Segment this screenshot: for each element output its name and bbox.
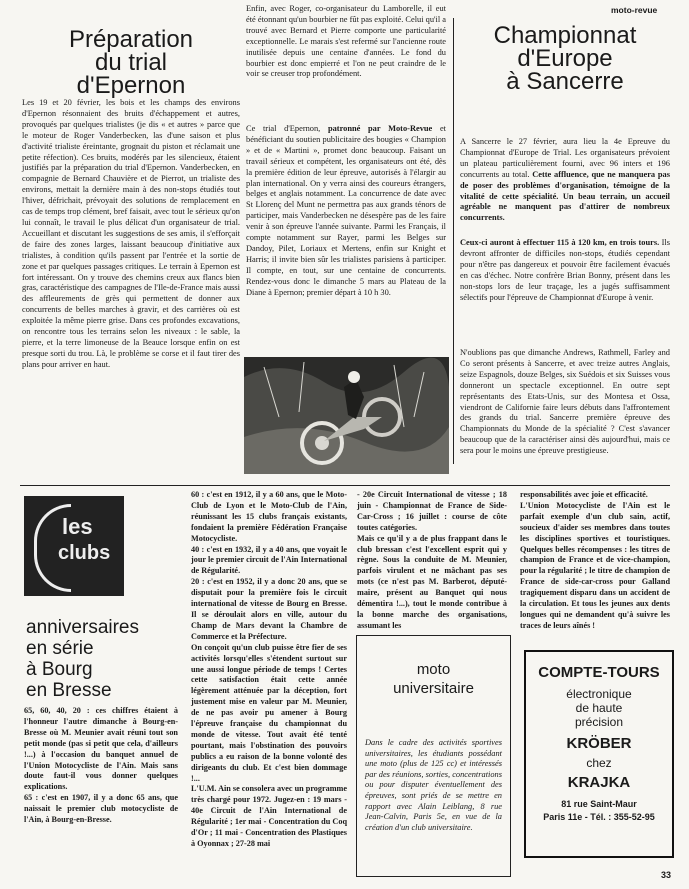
article2-p1 — [460, 137, 670, 243]
page-number: 33 — [661, 870, 672, 880]
moto-univ-title — [357, 660, 510, 698]
advert-addr2: Paris 11e - Tél. : 355-52-95 — [543, 812, 655, 822]
clubs-logo-line1: les — [62, 514, 93, 539]
trial-motorcycle-photo — [244, 357, 449, 474]
article2-p3: N'oublions pas que dimanche Andrews, Rathmell, Farley and Co seront présents à Sancerre, et avec treize autres Anglais, seize Espagnols, douze Belges, six Suédois et six Suisses vous donneront un spectacle exceptionnel. En outre sept représentants des Etats-Unis, sur des Montesa et Ossa, viendront de Californie faire leurs débuts dans l'affrontement des grands du trial. Sancerre première épreuve des Championnats du Monde de la spécialité ? C'est s'avancer beaucoup que de la caractériser ainsi dès aujourd'hui, mais ce sera pour le moins une épreuve prestigieuse. — [460, 348, 670, 456]
clubs-col1: 65, 60, 40, 20 : ces chiffres étaient à l'honneur l'autre dimanche à Bourg-en-Bresse où M. Meunier avait réuni tout son petit monde (pas si petit que cela, d'ailleurs !...) à l'occasion du banquet annuel de l'Union Motocycliste de l'Ain. Mais sans doute faut-il vous donner quelques explications. 65 : c'est en 1907, il y a donc 65 ans, que naissait le premier club motocycliste de l'Ain, à Bourg-en-Bresse. — [24, 706, 178, 825]
advert-line2: de haute — [575, 701, 623, 715]
clubs-title-line: à Bourg — [26, 659, 93, 680]
advert-brand1: KRÖBER — [566, 735, 632, 752]
article2-title-line: d'Europe — [517, 45, 613, 72]
article2-p1-emph: Cette affluence, que ne manquera pas de poser des problèmes d'organisation, témoigne de la vitalité de cette spécialité. Un beau terrain, un accueil agréable ne manquent pas d'attirer de nombreux concurrents. — [460, 169, 670, 223]
advert-line3: précision — [574, 715, 624, 729]
article2-title-line: à Sancerre — [506, 68, 624, 95]
section-divider — [20, 485, 670, 486]
clubs-title — [26, 617, 176, 701]
article1-col2-b-lead: Ce trial d'Epernon, — [246, 124, 328, 133]
column-divider — [453, 18, 454, 464]
article1-col1: Les 19 et 20 février, les bois et les champs des environs d'Epernon résonnaient des bruits d'échappement et autres, provoqués par quelques trialistes (je dis « et autres » parce que le moteur de Roger Vanderbecken, las d'une saison et plus d'activité trialiste éreintante, grognait du piston et réclamait une petite réfection). Ces bruits, modérés par les silencieux, étaient justifiés par la préparation du trial d'Epernon. Vanderbecken, en compagnie de Bernard Chauvière et de Pierrot, un trialiste des environs, mettait la dernière main à des non-stops étudiés tout l'hiver, défrichait, prévoyait des solutions de remplacement en cas de temps trop clément, bref faisait, avec tout le sérieux qu'on lui connaît, le travail le plus délicat d'un organisateur de trial. Accueillant et discutant les suggestions de ses amis, il s'efforçait de faire des zones larges, laissant beaucoup d'initiative aux trialistes, à condition qu'ils passent par l'entrée et la sortie de zone et par quelques passages critiques. Le terrain à Epernon est fort intéressant. On y trouve des chemins creux aux flancs bien gras, caractéristique des campagnes de l'Ile-de-France mais aussi des affleurements de grès qui permettent de donner aux concurrents de belles marches à gravir, et des carrières où est exploitée la même pierre grise. Dans ces profondes excavations, on rencontre tous les terrains selon les niveaux : le sable, la pierre, et la terre limoneuse de la Beauce lorsque enfin on est presque sorti du trou. Là, le problème se corse et il faut tirer des plans pour arriver en haut. — [22, 98, 240, 369]
article1-col2-b — [246, 124, 446, 356]
clubs-col2: 60 : c'est en 1912, il y a 60 ans, que le Moto-Club de Lyon et le Moto-Club de l'Ain, réunissant les 15 clubs français existants, fondaient la première Fédération Française Motocycliste. 40 : c'est en 1932, il y a 40 ans, que voyait le jour le premier circuit de l'Ain International de Régularité. 20 : c'est en 1952, il y a donc 20 ans, que se disputait pour la première fois le circuit international de vitesse de Bourg en Bresse. Il se déroulait alors en ville, autour du Champ de Mars devant la Chambre de Commerce et la Préfecture. On conçoit qu'un club puisse être fier de ses activités lorsqu'elles s'étendent surtout sur une aussi longue période de temps ! Certes cette satisfaction était cette année légèrement atténuée par la déception, fort justement mise en valeur par M. Meunier, de ne pas avoir pu amener à Bourg l'épreuve française du championnat du monde de vitesse. Tout avait été tenté pourtant, mais l'obstination des pouvoirs publics a eu raison de la bonne volonté des dirigeants du club. Et c'est bien dommage !... L'U.M. Ain se consolera avec un programme très chargé pour 1972. Jugez-en : 19 mars - 40e Circuit de l'Ain International de Régularité ; 1er mai - Concentration du Coq d'Or ; 11 mai - Concentration des Plastiques à Oyonnax ; 27-28 mai — [191, 490, 347, 848]
clubs-col3: - 20e Circuit International de vitesse ; 18 juin - Championnat de France de Side-Car-Cross ; 16 juillet : course de côte toutes catégories. Mais ce qu'il y a de plus frappant dans le club bressan c'est l'excellent esprit qui y règne. Sous la conduite de M. Meunier, parfois virulent et ne mâchant pas ses mots (ce n'est pas M. Barberot, député-maire, présent au Banquet qui nous démentira !...), tout le monde contribue à la bonne marche des organisations, assumant les — [357, 490, 507, 630]
clubs-col4: responsabilités avec joie et efficacité. L'Union Motocycliste de l'Ain est le parfait exemple d'un club sain, actif, soucieux d'aider ses membres dans toutes les disciplines sportives et touristiques. Quelques belles récompenses : les titres de champion de France et de vice-champion, pour la régularité ; le titre de champion de France de side-car-cross pour Galland tragiquement disparu dans un accident de la circulation. Et tous les jeunes aux dents longues qui ne demandent qu'à suivre les traces de leurs aînés ! — [520, 490, 670, 630]
article2-p1-body: A Sancerre le 27 février, aura lieu la 4e Epreuve du Championnat d'Europe de Trial. Les organisateurs prévoient un plateau particulièrement fourni, avec 96 inters et 196 concurrents au total. — [460, 137, 670, 179]
advert-addr1: 81 rue Saint-Maur — [561, 799, 637, 809]
article2-title-line: Championnat — [493, 22, 637, 49]
article1-sponsor: patronné par Moto-Revue — [327, 124, 433, 133]
clubs-title-line: anniversaires — [26, 617, 139, 638]
advert-line1: électronique — [566, 687, 632, 701]
advert-title: COMPTE-TOURS — [538, 664, 660, 681]
article1-col2-a: Enfin, avec Roger, co-organisateur du Lamborelle, il eut été étonnant qu'un bourbier ne fût pas exploité. Celui qu'il a trouvé avec Bernard et Pierre comporte une particularité exceptionnelle. Le marais s'est refermé sur l'ancienne route inutilisée depuis une centaine d'années. Le fond du bourbier est donc empierré et l'on ne peut craindre de le voir se creuser trop profondément. — [246, 4, 447, 79]
moto-univ-title-line: universitaire — [393, 680, 474, 697]
article2-p2-body: Ils devront affronter de difficiles non-stops, étudiés cependant pour n'être pas dangereux et pouvoir être facilement évacués en cas d'échec. Notre confrère Brian Bonny, présent dans les non-stops lors de leur traçage, les a jugés suffisamment sélectifs pour l'épreuve de Championnat d'Europe à venir. — [460, 238, 671, 302]
article2-title — [460, 24, 670, 93]
article1-title — [22, 28, 240, 97]
article2-p2-emph: Ceux-ci auront à effectuer 115 à 120 km, en trois tours. — [460, 238, 660, 247]
article1-title-line: du trial — [94, 49, 168, 76]
article1-title-line: Préparation — [68, 26, 194, 53]
advert-brand2: KRAJKA — [567, 774, 631, 791]
article2-p2 — [460, 238, 670, 348]
advert-box — [524, 650, 674, 858]
moto-univ-box — [356, 635, 511, 877]
article1-col2-b-body: et bénéficiant du soutien publicitaire des bougies « Champion » et de « Martini », promet donc beaucoup. Faisant un travail sérieux et compétent, les organisateurs ont été, dès la première édition de leur épreuve, autorisés à l'élargir au plan international. On y verra ainsi des coureurs étrangers, belges et anglais notamment. La concurrence de date avec St Llorenç del Munt ne permettra pas aux grands ténors de participer, mais Vanderbecken ne désespère pas de les faire venir à son épreuve l'année suivante. Parmi les Français, il compte notamment sur Rayer, parmi les Belges sur Dandoy, Pilet, Loriaux et Mertens, enfin sur Knight et Harris; il invite bien sûr les trialistes parisiens à participer. Il compte, en tout, sur une centaine de concurrents. Rendez-vous donc le dimanche 5 mars au Plateau de la Diane à Epernon; premier départ à 10 h 30. — [246, 124, 446, 297]
clubs-logo — [24, 496, 124, 596]
section-header: moto-revue — [611, 5, 658, 15]
clubs-title-line: en Bresse — [26, 680, 112, 701]
advert-line4: chez — [586, 756, 612, 770]
trial-photo-icon — [244, 357, 449, 474]
clubs-logo-line2: clubs — [58, 542, 111, 564]
moto-univ-body: Dans le cadre des activités sportives universitaires, les étudiants possédant une moto (plus de 125 cc) et intéressés par des réunions, sorties, concentrations ou pour disputer éventuellement des épreuves, sont priés de se mettre en rapport avec Alain Leiblang, 8 rue Jean-Calvin, Paris 5e, en vue de la création d'un club universitaire. — [365, 738, 502, 832]
clubs-title-line: en série — [26, 638, 94, 659]
moto-univ-title-line: moto — [416, 661, 451, 678]
article1-title-line: d'Epernon — [76, 72, 186, 99]
